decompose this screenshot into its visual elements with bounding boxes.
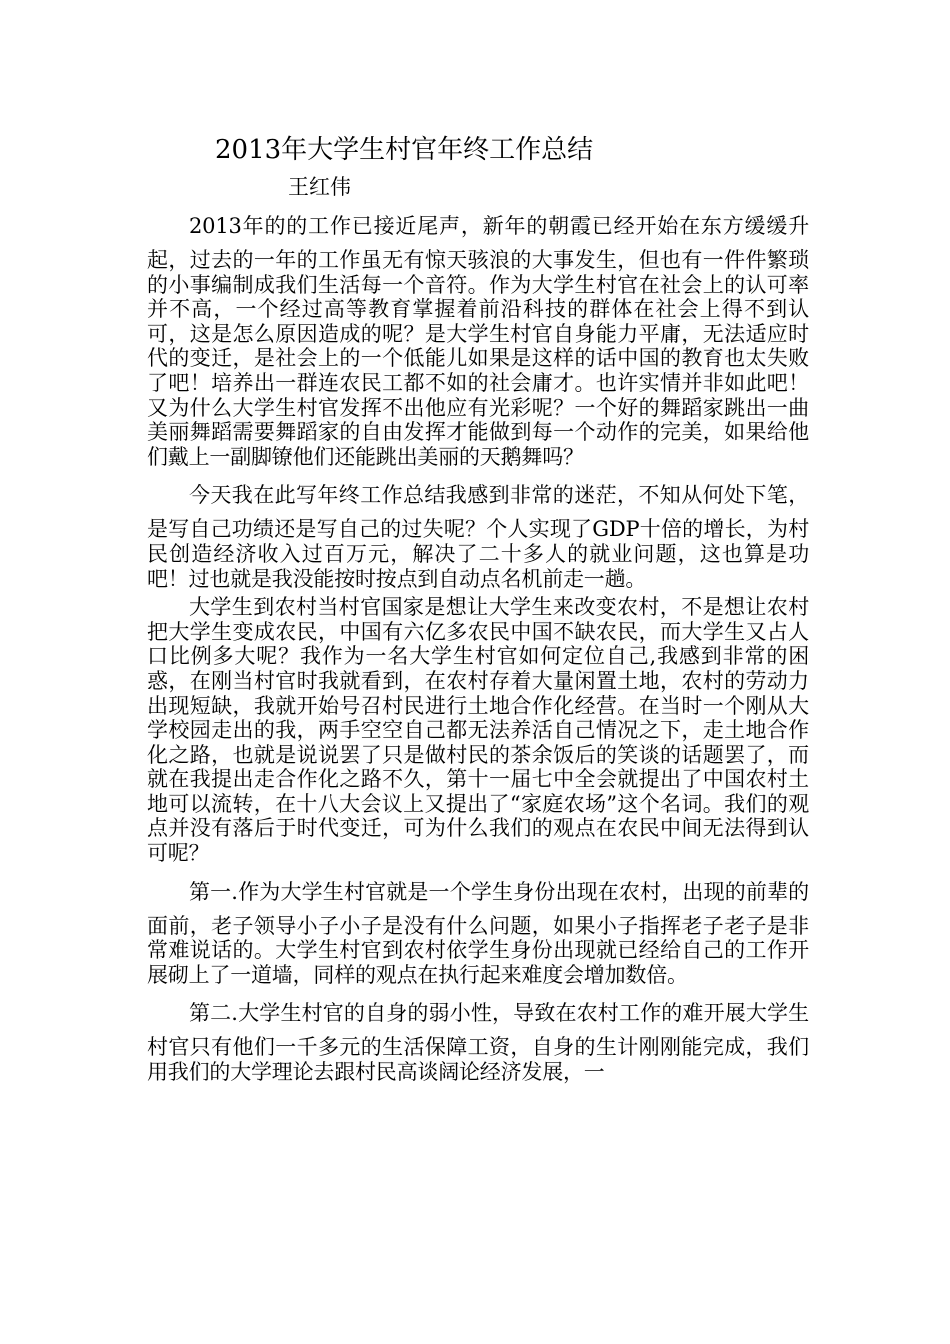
document-title: 2013年大学生村官年终工作总结 <box>215 135 594 165</box>
paragraph-2: 今天我在此写年终工作总结我感到非常的迷茫，不知从何处下笔，是写自己功绩还是写自己的过失呢？个人实现了GDP十倍的增长，为村民创造经济收入过百万元，解决了二十多人的就业问题，这也算是功吧！过也就是我没能按时按点到自动点名机前走一趟。 <box>147 483 809 591</box>
paragraph-4: 第一.作为大学生村官就是一个学生身份出现在农村，出现的前辈的面前，老子领导小子小子是没有什么问题，如果小子指挥老子老子是非常难说话的。大学生村官到农村依学生身份出现就已经给自己的工作开展砌上了一道墙，同样的观点在执行起来难度会增加数倍。 <box>147 879 809 987</box>
paragraph-3: 大学生到农村当村官国家是想让大学生来改变农村，不是想让农村把大学生变成农民，中国有六亿多农民中国不缺农民，而大学生又占人口比例多大呢？我作为一名大学生村官如何定位自己,我感到非常的困惑，在刚当村官时我就看到，在农村存着大量闲置土地，农村的劳动力出现短缺，我就开始号召村民进行土地合作化经营。在当时一个刚从大学校园走出的我，两手空空自己都无法养活自己情况之下，走土地合作化之路，也就是说说罢了只是做村民的茶余饭后的笑谈的话题罢了，而就在我提出走合作化之路不久，第十一届七中全会就提出了中国农村土地可以流转，在十八大会议上又提出了“家庭农场”这个名词。我们的观点并没有落后于时代变迁，可为什么我们的观点在农民中间无法得到认可呢？ <box>147 595 809 866</box>
document-body <box>147 204 809 1089</box>
paragraph-5: 第二.大学生村官的自身的弱小性，导致在农村工作的难开展大学生村官只有他们一千多元的生活保障工资，自身的生计刚刚能完成，我们用我们的大学理论去跟村民高谈阔论经济发展，一 <box>147 1001 809 1085</box>
document-author: 王红伟 <box>288 175 351 199</box>
paragraph-1: 2013年的的工作已接近尾声，新年的朝霞已经开始在东方缓缓升起，过去的一年的工作虽无有惊天骇浪的大事发生，但也有一件件繁琐的小事编制成我们生活每一个音符。作为大学生村官在社会上的认可率并不高，一个经过高等教育掌握着前沿科技的群体在社会上得不到认可，这是怎么原因造成的呢？是大学生村官自身能力平庸，无法适应时代的变迁，是社会上的一个低能儿如果是这样的话中国的教育也太失败了吧！培养出一群连农民工都不如的社会庸才。也许实情并非如此吧！又为什么大学生村官发挥不出他应有光彩呢？一个好的舞蹈家跳出一曲美丽舞蹈需要舞蹈家的自由发挥才能做到每一个动作的完美，如果给他们戴上一副脚镣他们还能跳出美丽的天鹅舞吗？ <box>147 214 809 469</box>
